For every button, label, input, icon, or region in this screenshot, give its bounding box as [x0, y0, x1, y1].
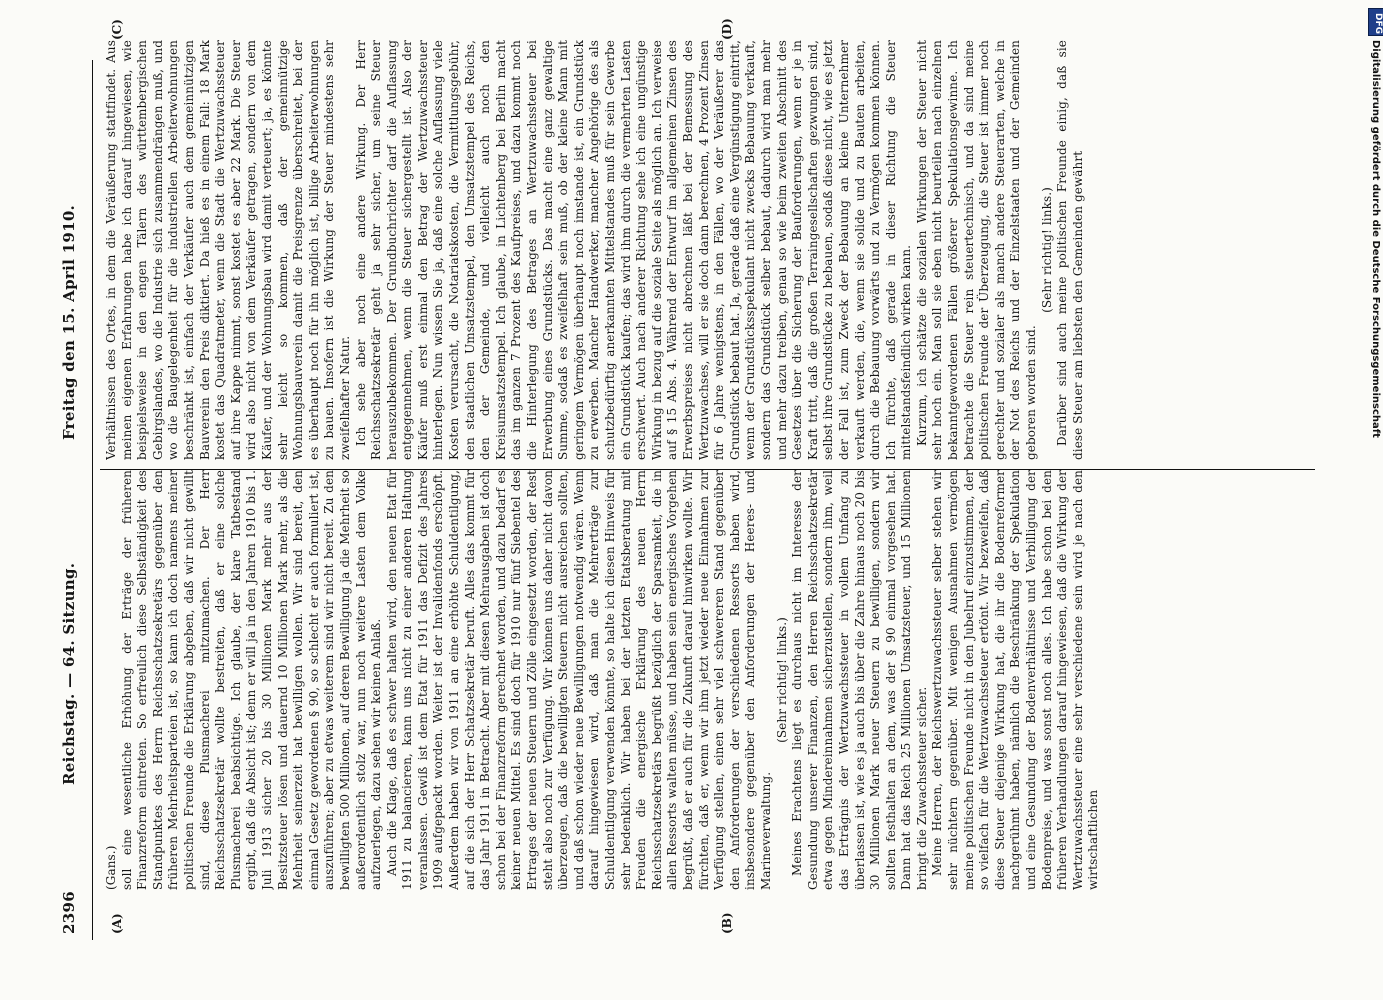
dfg-logo-text: DFG — [1373, 13, 1383, 35]
header-rule — [92, 60, 93, 940]
running-title: Reichstag. — 64. Sitzung. — [60, 562, 78, 785]
paragraph: Darüber sind auch meine politischen Freunde einig, daß sie diese Steuer am liebsten den Gemeinden gewährt — [1055, 40, 1085, 460]
paragraph: Meines Erachtens liegt es durchaus nicht im Interesse der Gesundung unserer Finanzen, den Herren Reichsschatzsekretär etwa gegen Mindereinnahmen sicherzustellen, sondern ihm, weil das Erträgnis der Wertzuwachssteuer in vollem Umfang zu überlassen ist, wie es ja auch bis über die Zahre hinaus noch 20 bis 30 Millionen Mark neuer Steuern zu bewilligen, sondern wir sollten festhalten an dem, was der § 90 einmal vorgesehen hat. Dann hat das Reich 25 Millionen Umsatzsteuer, und 15 Millionen bringt die Zuwachssteuer sicher. — [790, 470, 929, 890]
left-column — [104, 470, 1304, 890]
column-mark-b: (B) — [720, 912, 734, 934]
paragraph: Kurzum, ich schätze die sozialen Wirkungen der Steuer nicht sehr hoch ein. Man soll sie eben nicht beurteilen nach einzelnen bekanntgewordenen Fällen größerer Spekulationsgewinne. Ich betrachte die Steuer rein steuertechnisch, und da sind meine politischen Freunde der Überzeugung, die Steuer ist immer noch gerechter und sozialer als manch andere Steuerarten, welche in der Not des Reichs und der Einzelstaaten und der Gemeinden geboren worden sind. — [914, 40, 1039, 460]
dfg-logo — [1368, 8, 1383, 36]
digitization-credit: Digitalisierung gefördert durch die Deutsche Forschungsgemeinschaft — [1370, 40, 1381, 438]
paragraph: soll eine wesentliche Erhöhung der Erträge der früheren Finanzreform eintreten. So erfreulich diese Selbständigkeit des Standpunktes des Herrn Reichsschatzsekretärs gegenüber den früheren Mehrheitsparteien ist, so kann ich doch namens meiner politischen Freunde die Erklärung abgeben, daß wir nicht gewillt sind, diese Plusmacherei mitzumachen. Der Herr Reichsschatzsekretär wollte bestreiten, daß er eine solche Plusmacherei beabsichtige. Ich glaube, der klare Tatbestand ergibt, daß die Absicht ist; denn er will ja in den Jahren 1910 bis 1. Juli 1913 sicher 20 bis 30 Millionen Mark mehr aus der Besitzsteuer lösen und dauernd 10 Millionen Mark mehr, als die Mehrheit seinerzeit hat bewilligen wollen. Wir sind bereit, den einmal Gesetz gewordenen § 90, so schlecht er auch formuliert ist, auszuführen; aber zu etwas weiterem sind wir nicht bereit. Zu den bewilligten 500 Millionen, auf deren Bewilligung ja die Mehrheit so außerordentlich stolz war, nun noch weitere Lasten dem Volke aufzuerlegen, dazu sehen wir keinen Anlaß. — [119, 470, 384, 890]
right-column — [104, 40, 1304, 460]
paragraph: Auch die Klage, daß es schwer halten wird, den neuen Etat für 1911 zu balancieren, kann uns nicht zu einer anderen Haltung veranlassen. Gewiß ist dem Etat für 1911 das Defizit des Jahres 1909 aufgepackt worden. Weiter ist der Invalidenfonds erschöpft. Außerdem haben wir von 1911 an eine erhöhte Schuldentilgung, auf die sich der Herr Schatzsekretär beruft. Alles das kommt für das Jahr 1911 in Betracht. Aber mit diesen Mehrausgaben ist doch schon bei der Finanzreform gerechnet worden, und dazu bedarf es keiner neuen Mittel. Es sind doch für 1910 nur fünf Siebentel des Ertrages der neuen Steuern und Zölle eingesetzt worden, der Rest steht also noch zur Verfügung. Wir können uns daher nicht davon überzeugen, daß die bewilligten Steuern nicht ausreichen sollten, und daß schon wieder neue Bewilligungen notwendig wären. Wenn darauf hingewiesen wird, daß man die Mehrerträge zur Schuldentilgung verwenden könnte, so halte ich diesen Hinweis für sehr bedenklich. Wir haben bei der letzten Etatsberatung mit Freuden die energische Erklärung des neuen Herrn Reichsschatzsekretärs begrüßt bezüglich der Sparsamkeit, die in allen Ressorts walten müsse, und haben sein energisches Vorgehen begrüßt, daß er auch für die Zukunft darauf hinwirken wollte. Wir fürchten, daß er, wenn wir ihm jetzt wieder neue Einnahmen zur Verfügung stellen, einen sehr viel schwereren Stand gegenüber den Anforderungen der verschiedenen Ressorts haben wird, insbesondere gegenüber den Anforderungen der Heeres- und Marineverwaltung. — [384, 470, 773, 890]
column-mark-d: (D) — [720, 18, 734, 40]
page-number: 2396 — [60, 891, 78, 934]
column-rule — [100, 469, 1315, 470]
running-date: Freitag den 15. April 1910. — [60, 204, 78, 440]
paragraph: Verhältnissen des Ortes, in dem die Veräußerung stattfindet. Aus meinen eigenen Erfahrungen habe ich darauf hingewiesen, wie beispielsweise in den engen Tälern des württembergischen Gebirgslandes, wo die Industrie sich zusammendrängen muß, und wo die Baugelegenheit für die industriellen Arbeiterwohnungen beschränkt ist, einfach der Verkäufer auch dem gemeinnützigen Bauverein den Preis diktiert. Da hieß es in einem Fall: 18 Mark kostet das Quadratmeter, wenn die Stadt die Wertzuwachssteuer auf ihre Kappe nimmt, sonst kostet es aber 22 Mark. Die Steuer wird also nicht von dem Verkäufer getragen, sondern von dem Käufer, und der Wohnungsbau wird damit verteuert; ja, es könnte sehr leicht so kommen, daß der gemeinnützige Wohnungsbauverein damit die Preisgrenze überschreitet, bei der es überhaupt noch für ihn möglich ist, billige Arbeiterwohnungen zu bauen. Insofern ist die Wirkung der Steuer mindestens sehr zweifelhafter Natur. — [104, 40, 352, 460]
column-mark-c: (C) — [110, 19, 124, 40]
paragraph: Meine Herren, der Reichswertzuwachssteuer selber stehen wir sehr nüchtern gegenüber. Mit wenigen Ausnahmen vermögen meine politischen Freunde nicht in den Jubelruf einzustimmen, der so vielfach für die Wertzuwachssteuer ertönt. Wir bezweifeln, daß diese Steuer diejenige Wirkung hat, die ihr die Bodenreformer nachgerühmt haben, nämlich die Beschränkung der Spekulation und eine Gesundung der Bodenverhältnisse und Verbilligung der Bodenpreise, und was sonst noch alles. Ich habe schon bei den früheren Verhandlungen darauf hingewiesen, daß die Wirkung der Wertzuwachssteuer eine sehr verschiedene sein wird je nach den wirtschaftlichen — [930, 470, 1101, 890]
column-mark-a: (A) — [110, 913, 124, 934]
interjection: (Sehr richtig! links.) — [774, 617, 789, 743]
speaker-name: (Gans.) — [104, 845, 118, 890]
paragraph: Ich sehe aber noch eine andere Wirkung. Der Herr Reichsschatzsekretär geht ja sehr sicher, um seine Steuer herauszubekommen. Der Grundbuchrichter darf die Auflassung entgegennehmen, wenn die Steuer sichergestellt ist. Also der Käufer muß erst einmal den Betrag der Wertzuwachssteuer hinterlegen. Nun wissen Sie ja, daß eine solche Auflassung viele Kosten verursacht, die Notariatskosten, die Vermittlungsgebühr, den staatlichen Umsatzstempel, den Umsatzstempel des Reichs, den der Gemeinde, und vielleicht auch noch den Kreisumsatzstempel. Ich glaube, in Lichtenberg bei Berlin macht das im ganzen 7 Prozent des Kaufpreises, und dazu kommt noch die Hinterlegung des Betrages an Wertzuwachssteuer bei Erwerbung eines Grundstücks. Das macht eine ganz gewaltige Summe, sodaß es zweifelhaft sein muß, ob der kleine Mann mit geringem Vermögen überhaupt noch imstande ist, ein Grundstück zu erwerben. Mancher Handwerker, mancher Angehörige des als schutzbedürftig anerkannten Mittelstandes muß für sein Gewerbe ein Grundstück kaufen; das wird ihm durch die vermehrten Lasten erschwert. Auch nach anderer Richtung sehe ich eine ungünstige Wirkung in bezug auf die soziale Seite als möglich an. Ich verweise auf § 15 Abs. 4. Während der Entwurf im allgemeinen Zinsen des Erwerbspreises nicht abrechnen läßt bei der Bemessung des Wertzuwachses, will er sie doch dann berechnen, 4 Prozent Zinsen für 6 Jahre wenigstens, in den Fällen, wo der Veräußerer das Grundstück bebaut hat. Ja, gerade daß eine Vergünstigung eintritt, wenn der Grundstücksspekulant nicht zwecks Bebauung verkauft, sondern das Grundstück selber bebaut, dadurch wird man mehr und mehr dazu treiben, genau so wie beim zweiten Abschnitt des Gesetzes über die Sicherung der Bauforderungen, wenn er je in Kraft tritt, daß die großen Terraingesellschaften gezwungen sind, selbst ihre Grundstücke zu bebauen, sodaß diese nicht, wie es jetzt der Fall ist, zum Zweck der Bebauung an kleine Unternehmer verkauft werden, die, wenn sie solide und zu Bauten arbeiten, durch die Bebauung vorwärts und zu Vermögen kommen können. Ich fürchte, daß gerade in dieser Richtung die Steuer mittelstandsfeindlich wirken kann. — [353, 40, 914, 460]
interjection: (Sehr richtig! links.) — [1039, 187, 1054, 313]
